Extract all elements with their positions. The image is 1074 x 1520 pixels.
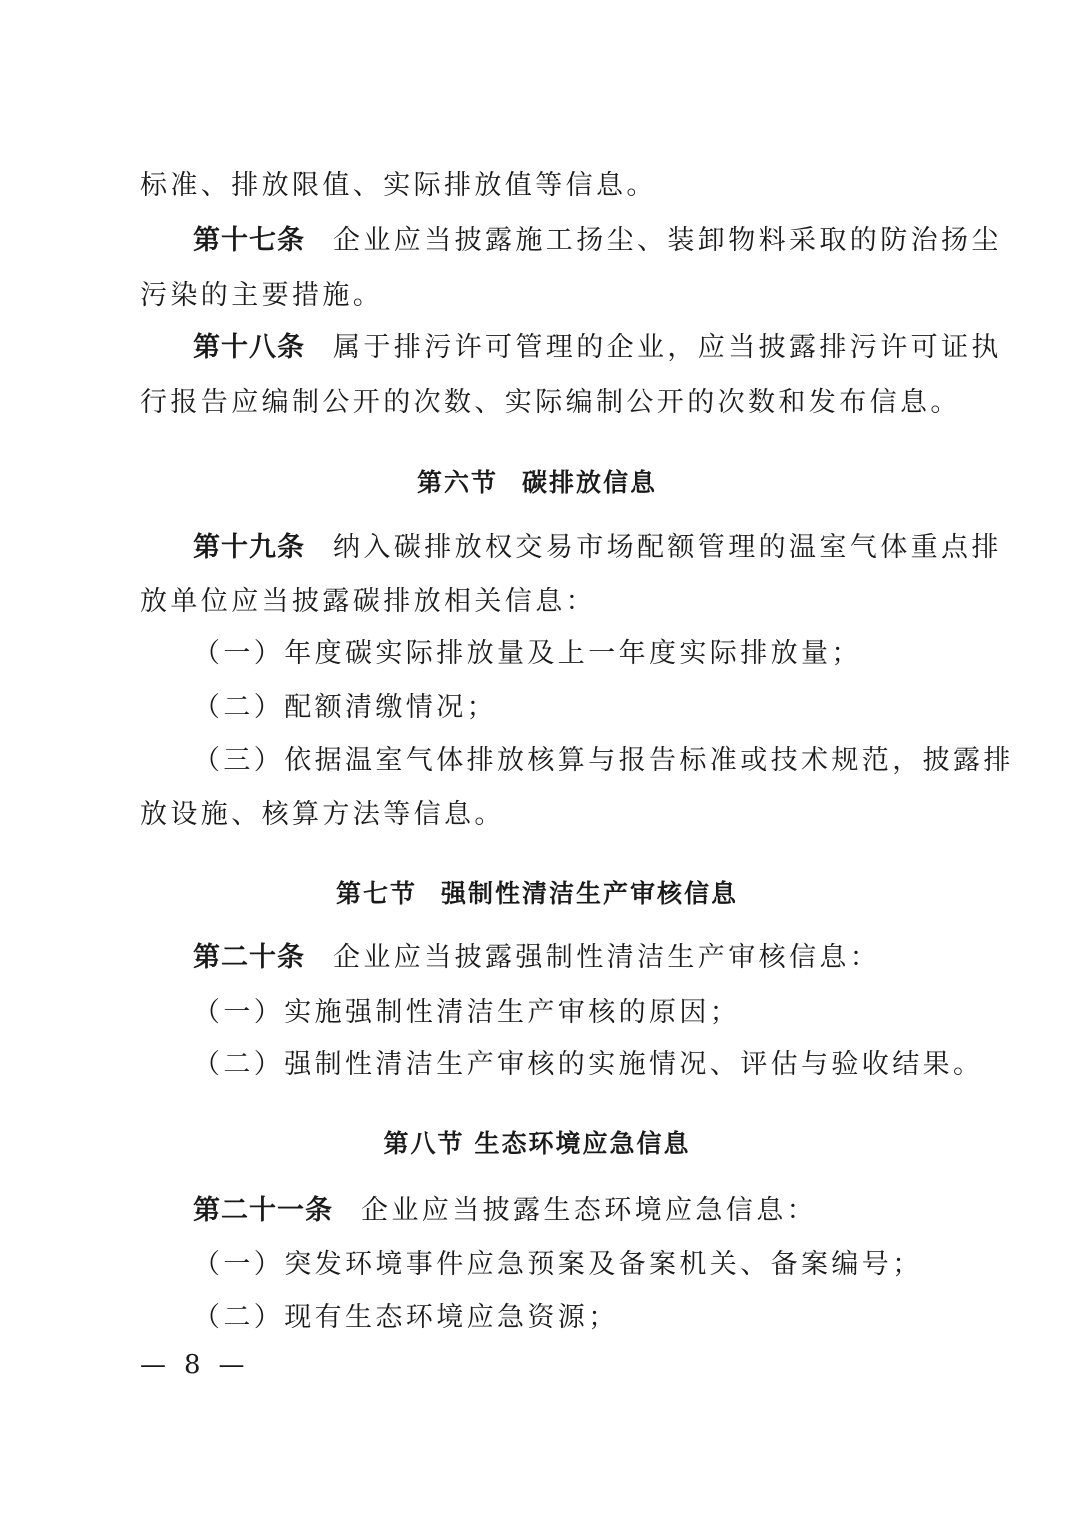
article-17-line	[193, 223, 1002, 259]
paragraph-line: 污染的主要措施。	[140, 280, 384, 311]
footer-dash-left: —	[140, 1350, 166, 1380]
paragraph-line: 标准、排放限值、实际排放值等信息。	[140, 170, 657, 201]
page-number: 8	[184, 1350, 201, 1380]
list-item: （二）强制性清洁生产审核的实施情况、评估与验收结果。	[193, 1049, 984, 1080]
paragraph-line: 放单位应当披露碳排放相关信息：	[140, 586, 596, 617]
article-21-line	[193, 1193, 943, 1229]
article-18-text: 属于排污许可管理的企业，应当披露排污许可证执	[333, 332, 1002, 363]
section-title: 强制性清洁生产审核信息	[441, 879, 739, 908]
article-21-text: 企业应当披露生态环境应急信息：	[361, 1195, 817, 1226]
article-17-text: 企业应当披露施工扬尘、装卸物料采取的防治扬尘	[333, 225, 1002, 256]
article-18-label: 第十八条	[193, 332, 305, 363]
section-number: 第七节	[335, 879, 417, 908]
footer-dash-right: —	[218, 1350, 245, 1380]
article-21-label: 第二十一条	[193, 1195, 333, 1226]
list-item: （一）实施强制性清洁生产审核的原因；	[193, 997, 741, 1028]
section-number: 第八节	[383, 1129, 465, 1158]
article-20-line	[193, 940, 943, 976]
paragraph-line: 行报告应编制公开的次数、实际编制公开的次数和发布信息。	[140, 387, 961, 418]
list-item: （三）依据温室气体排放核算与报告标准或技术规范，披露排	[193, 745, 1014, 776]
list-item: （一）突发环境事件应急预案及备案机关、备案编号；	[193, 1249, 923, 1280]
article-18-line	[193, 330, 1002, 366]
page-footer	[140, 1348, 245, 1382]
section-7-heading	[0, 877, 1074, 911]
section-title: 生态环境应急信息	[474, 1129, 691, 1158]
article-19-label: 第十九条	[193, 532, 305, 563]
list-item: （一）年度碳实际排放量及上一年度实际排放量；	[193, 638, 862, 669]
list-item: （二）现有生态环境应急资源；	[193, 1302, 619, 1333]
section-8-heading	[0, 1127, 1074, 1161]
article-19-line	[193, 530, 1002, 566]
article-17-label: 第十七条	[193, 225, 305, 256]
list-item: （二）配额清缴情况；	[193, 692, 497, 723]
article-19-text: 纳入碳排放权交易市场配额管理的温室气体重点排	[333, 532, 1002, 563]
section-6-heading	[0, 466, 1074, 500]
article-20-text: 企业应当披露强制性清洁生产审核信息：	[333, 942, 881, 973]
paragraph-line: 放设施、核算方法等信息。	[140, 799, 505, 830]
article-20-label: 第二十条	[193, 942, 305, 973]
section-title: 碳排放信息	[522, 468, 658, 497]
section-number: 第六节	[416, 468, 498, 497]
